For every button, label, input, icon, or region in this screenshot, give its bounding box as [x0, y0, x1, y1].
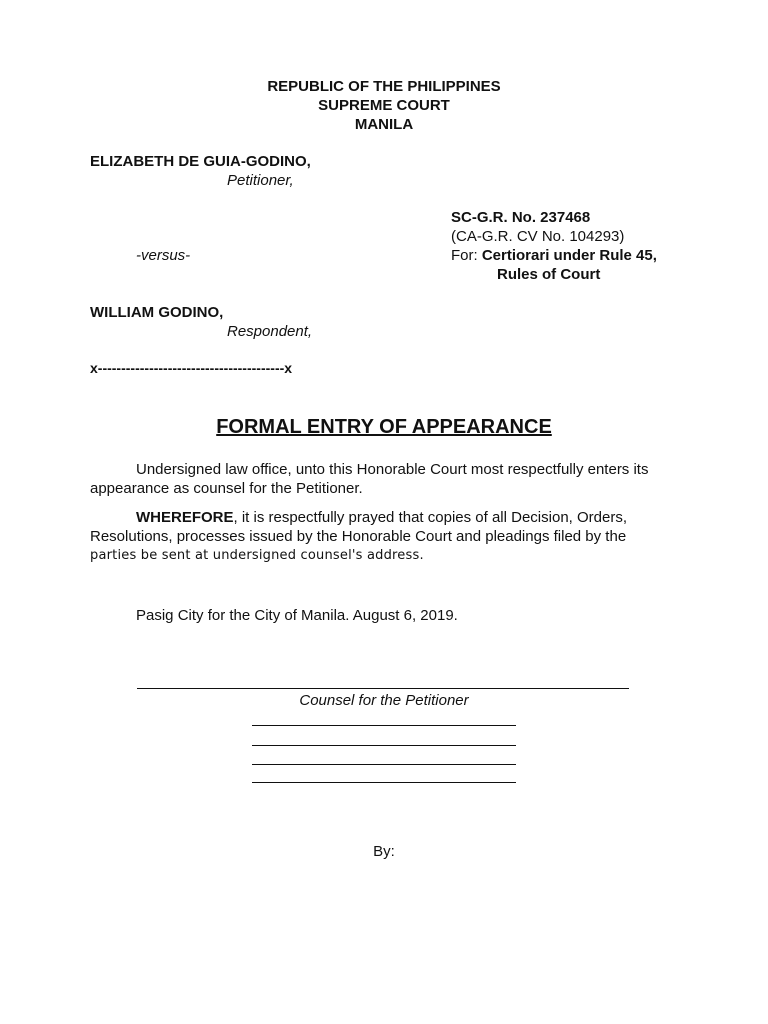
place-and-date: Pasig City for the City of Manila. August 6, 2019. — [136, 607, 458, 624]
petitioner-name: ELIZABETH DE GUIA-GODINO, — [90, 153, 311, 170]
caption-divider: x----------------------------------------x — [90, 360, 293, 376]
case-number: SC-G.R. No. 237468 — [451, 209, 591, 226]
appearance-paragraph — [90, 460, 680, 498]
counsel-detail-line-1 — [252, 725, 516, 726]
by-label: By: — [373, 843, 395, 860]
signature-line — [137, 688, 629, 689]
counsel-label: Counsel for the Petitioner — [299, 692, 469, 709]
header-court: SUPREME COURT — [318, 97, 450, 114]
petition-type-continued: Rules of Court — [497, 266, 601, 283]
for-value: Certiorari under Rule 45, — [481, 247, 657, 264]
counsel-detail-line-2 — [252, 745, 516, 746]
versus-label: -versus- — [136, 247, 191, 264]
petition-type — [451, 247, 657, 264]
wherefore-label: WHEREFORE — [136, 509, 234, 526]
prayer-paragraph — [90, 508, 680, 565]
respondent-role: Respondent, — [227, 323, 313, 340]
appearance-text: Undersigned law office, unto this Honorable Court most respectfully enters its appearance as counsel for the Petitioner. — [90, 461, 649, 497]
ca-case-number: (CA-G.R. CV No. 104293) — [451, 228, 625, 245]
counsel-detail-line-4 — [252, 782, 516, 783]
petitioner-role: Petitioner, — [227, 172, 294, 189]
counsel-detail-line-3 — [252, 764, 516, 765]
header-city: MANILA — [354, 116, 414, 133]
for-label: For: — [451, 247, 482, 264]
header-republic: REPUBLIC OF THE PHILIPPINES — [267, 78, 501, 95]
respondent-name: WILLIAM GODINO, — [90, 304, 224, 321]
prayer-text-end: parties be sent at undersigned counsel's address. — [90, 548, 424, 563]
prayer-text: , it is respectfully prayed that copies of all Decision, Orders, Resolutions, processes issued by the Honorable Court and pleadings filed by the — [90, 509, 628, 545]
document-title: FORMAL ENTRY OF APPEARANCE — [216, 416, 552, 438]
